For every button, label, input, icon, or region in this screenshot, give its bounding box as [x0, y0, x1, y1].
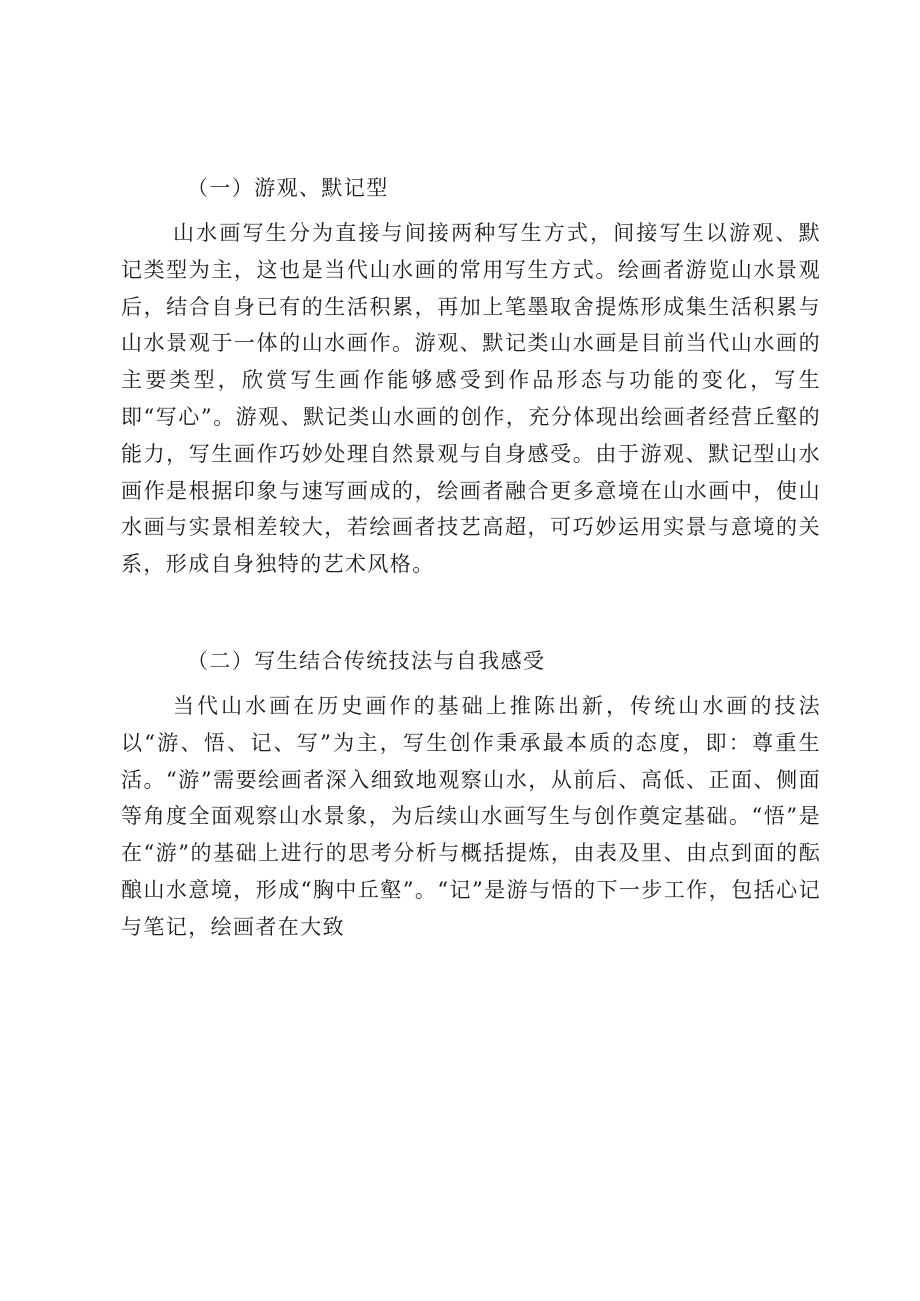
section-2-heading: （二）写生结合传统技法与自我感受 [187, 649, 546, 673]
section-1-heading: （一）游观、默记型 [187, 176, 389, 200]
section-1-paragraph: 山水画写生分为直接与间接两种写生方式，间接写生以游观、默记类型为主，这也是当代山水画的常用写生方式。绘画者游览山水景观后，结合自身已有的生活积累，再加上笔墨取舍提炼形成集生活积累与山水景观于一体的山水画作。游观、默记类山水画是目前当代山水画的主要类型，欣赏写生画作能够感受到作品形态与功能的变化，写生即“写心”。游观、默记类山水画的创作，充分体现出绘画者经营丘壑的能力，写生画作巧妙处理自然景观与自身感受。由于游观、默记型山水画作是根据印象与速写画成的，绘画者融合更多意境在山水画中，使山水画与实景相差较大，若绘画者技艺高超，可巧妙运用实景与意境的关系，形成自身独特的艺术风格。 [121, 221, 821, 577]
section-2-paragraph: 当代山水画在历史画作的基础上推陈出新，传统山水画的技法以“游、悟、记、写”为主，写生创作秉承最本质的态度，即：尊重生活。“游”需要绘画者深入细致地观察山水，从前后、高低、正面、侧面等角度全面观察山水景象，为后续山水画写生与创作奠定基础。“悟”是在“游”的基础上进行的思考分析与概括提炼，由表及里、由点到面的酝酿山水意境，形成“胸中丘壑”。“记”是游与悟的下一步工作，包括心记与笔记，绘画者在大致 [121, 694, 821, 939]
